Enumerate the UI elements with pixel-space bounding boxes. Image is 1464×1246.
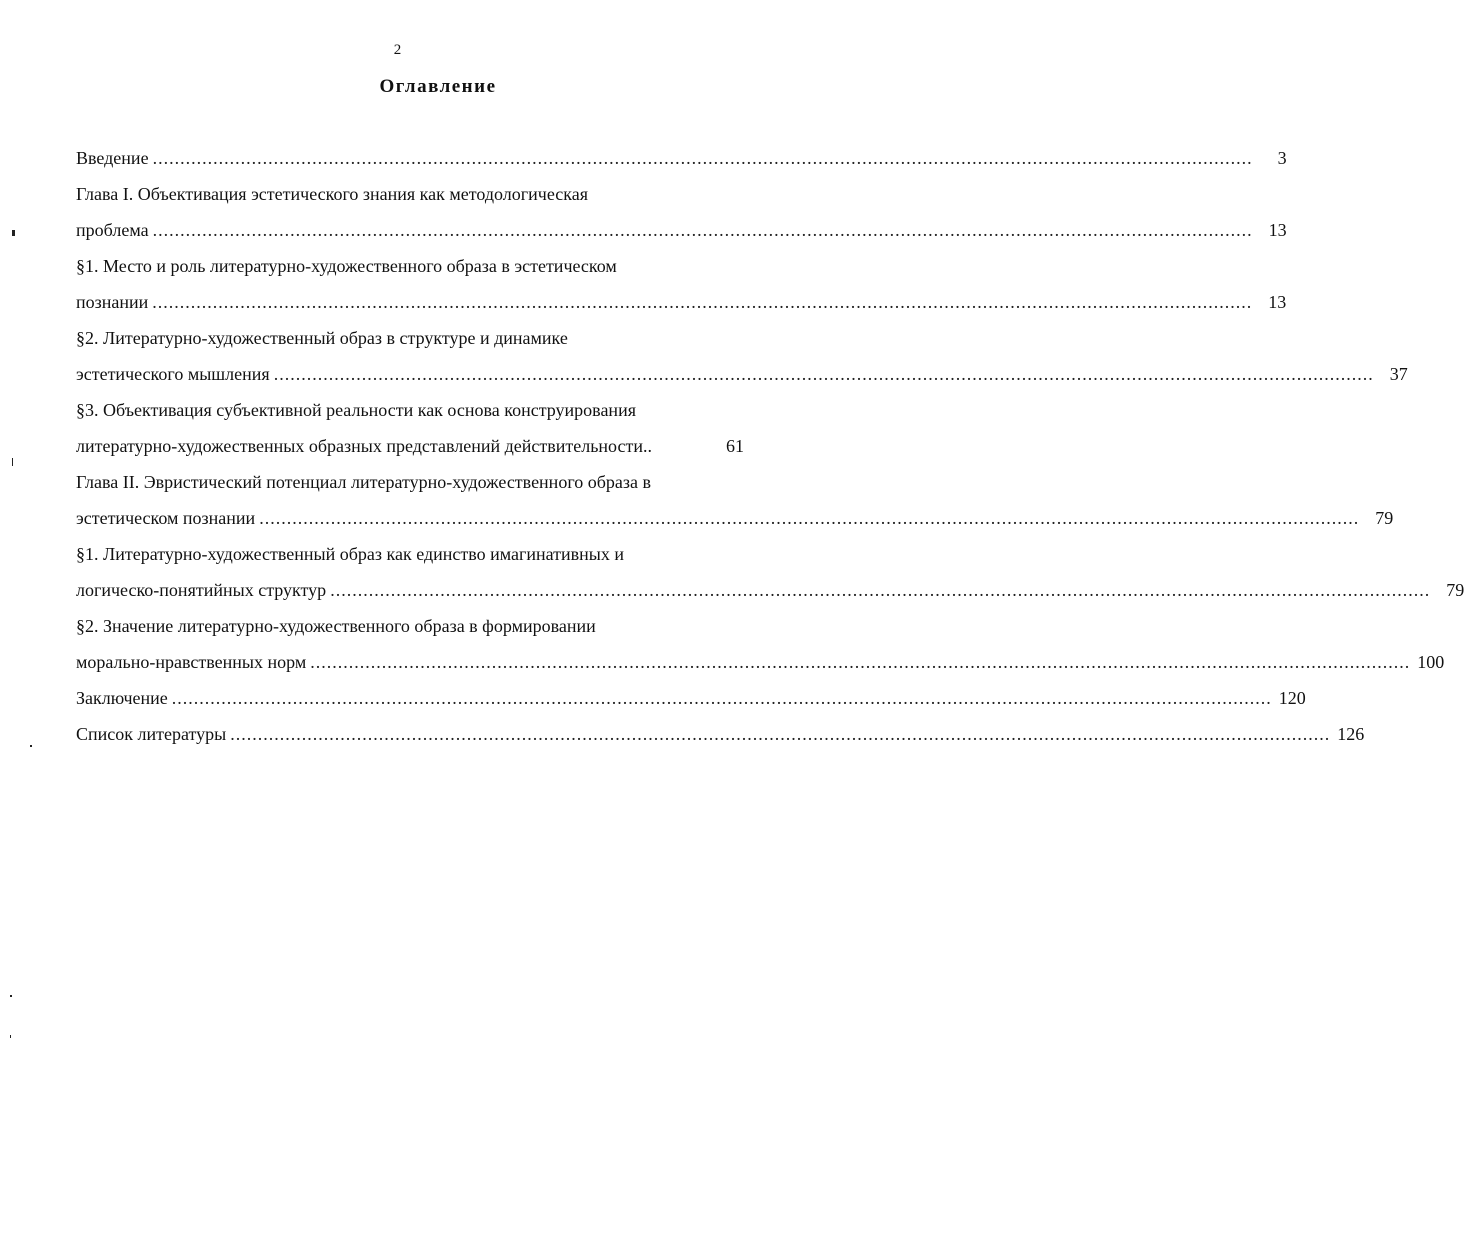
toc-entry-line: §1. Место и роль литературно-художественного образа в эстетическом (76, 256, 617, 276)
toc-page-number: 79 (1375, 508, 1394, 528)
table-of-contents (76, 140, 1464, 752)
toc-entry-line: Глава I. Объективация эстетического знания как методологическая (76, 184, 589, 204)
toc-page-number: 13 (1268, 292, 1287, 312)
toc-entry-text: эстетического мышления (76, 364, 270, 384)
dot-leader: ........................................................................................................................................................................................................ (152, 220, 1253, 240)
scan-mark (10, 995, 12, 997)
toc-page-number: 3 (1277, 148, 1287, 168)
dot-leader: ........................................................................................................................................................................................................ (152, 148, 1253, 168)
dot-leader: ........................................................................................................................................................................................................ (273, 364, 1374, 384)
scan-mark (12, 230, 15, 236)
dot-leader: ........................................................................................................................................................................................................ (171, 688, 1272, 708)
toc-page-number: 120 (1278, 688, 1306, 708)
toc-entry-last-line (76, 644, 1445, 680)
toc-entry-last-line (76, 680, 1306, 716)
dot-leader: ........................................................................................................................................................................................................ (230, 724, 1331, 744)
toc-entry (76, 248, 1287, 320)
toc-entry-last-line (76, 140, 1287, 176)
toc-entry-last-line (76, 284, 1287, 320)
toc-entry-text: Заключение (76, 688, 168, 708)
toc-page-number: 13 (1268, 220, 1287, 240)
dot-leader: ........................................................................................................................................................................................................ (152, 292, 1253, 312)
toc-entry (76, 176, 1287, 248)
toc-entry (76, 320, 1408, 392)
page-title: Оглавление (379, 76, 497, 97)
toc-entry-text: литературно-художественных образных представлений действительности.. (76, 436, 652, 456)
toc-entry-line: §1. Литературно-художественный образ как единство имагинативных и (76, 544, 625, 564)
toc-entry (76, 716, 1365, 752)
toc-entry (76, 608, 1445, 680)
toc-entry (76, 392, 744, 464)
toc-entry-text: проблема (76, 220, 149, 240)
toc-entry-line: §3. Объективация субъективной реальности как основа конструирования (76, 400, 636, 420)
toc-page-number: 126 (1337, 724, 1365, 744)
toc-entry-text: познании (76, 292, 149, 312)
toc-page-number: 37 (1389, 364, 1408, 384)
dot-leader: ........................................................................................................................................................................................................ (310, 652, 1411, 672)
toc-page-number: 79 (1446, 580, 1464, 600)
toc-entry (76, 680, 1306, 716)
toc-entry-line: Глава II. Эвристический потенциал литературно-художественного образа в (76, 472, 651, 492)
toc-entry-last-line (76, 212, 1287, 248)
dot-leader: ........................................................................................................................................................................................................ (330, 580, 1431, 600)
scan-mark (12, 458, 13, 466)
page-number: 2 (393, 42, 402, 58)
toc-entry-last-line (76, 500, 1394, 536)
toc-entry-last-line (76, 572, 1464, 608)
toc-entry-text: эстетическом познании (76, 508, 256, 528)
toc-entry-text: Список литературы (76, 724, 227, 744)
scan-mark (10, 1035, 11, 1038)
toc-entry-text: логическо-понятийных структур (76, 580, 327, 600)
toc-entry-line: §2. Значение литературно-художественного образа в формировании (76, 616, 596, 636)
toc-entry (76, 464, 1394, 536)
toc-entry-text: Введение (76, 148, 149, 168)
toc-entry-line: §2. Литературно-художественный образ в структуре и динамике (76, 328, 568, 348)
toc-entry-text: морально-нравственных норм (76, 652, 307, 672)
toc-page-number: 100 (1417, 652, 1445, 672)
scan-mark (30, 745, 32, 747)
dot-leader: ........................................................................................................................................................................................................ (259, 508, 1360, 528)
toc-entry-last-line (76, 716, 1365, 752)
toc-entry (76, 536, 1464, 608)
toc-entry-last-line (76, 428, 744, 464)
toc-entry (76, 140, 1287, 176)
toc-page-number: 61 (726, 436, 744, 456)
toc-entry-last-line (76, 356, 1408, 392)
